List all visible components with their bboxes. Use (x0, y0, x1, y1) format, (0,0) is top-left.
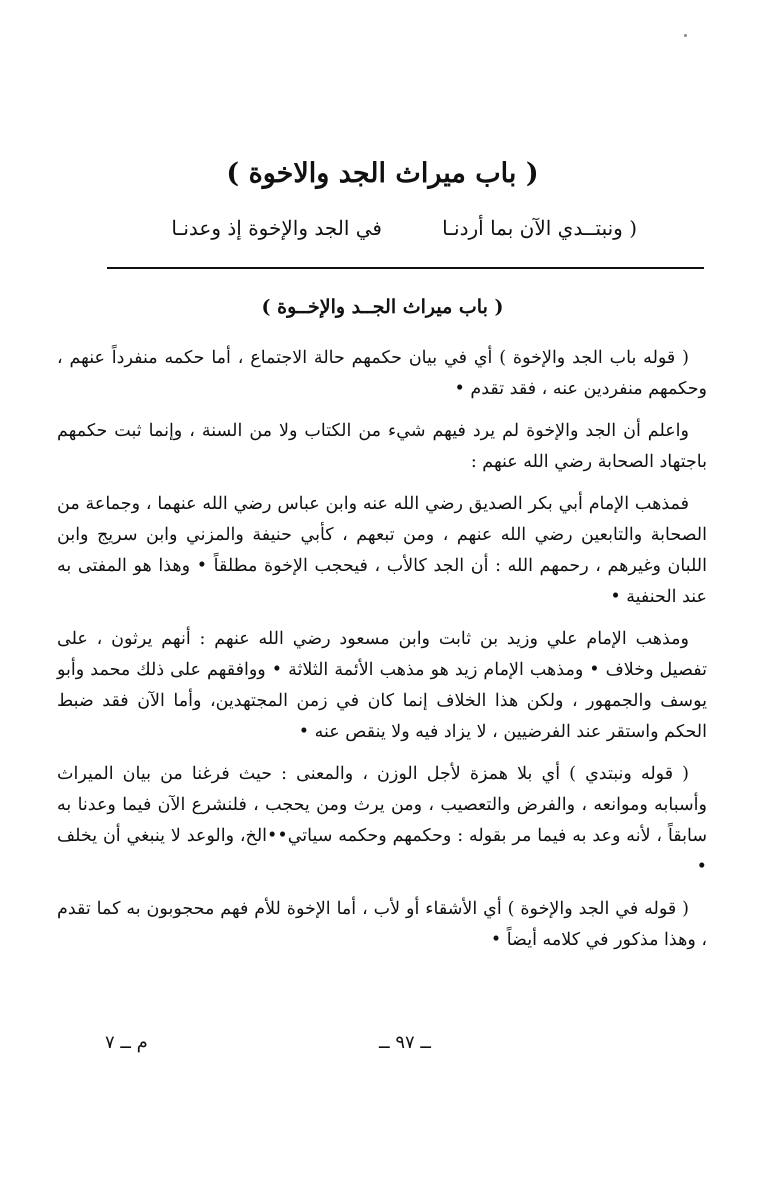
verse-hemistich-1: ( ونبتــدي الآن بما أردنـا (442, 216, 637, 240)
paragraph: ومذهب الإمام علي وزيد بن ثابت وابن مسعود رضي الله عنهم : أنهم يرثون ، على تفصيل وخلاف • ومذهب الإمام زيد هو مذهب الأئمة الثلاثة • ووافقهم على ذلك محمد وأبو يوسف والجمهور ، ولكن هذا الخلاف إنما كان في زمن المجتهدين، وأما الآن فقد ضبط الحكم واستقر عند الفرضيين ، لا يزاد فيه ولا ينقص عنه • (57, 629, 707, 742)
commentary-body (57, 343, 707, 967)
signature-mark: م ــ ٧ (105, 1032, 148, 1053)
paragraph: ( قوله ونبتدي ) أي بلا همزة لأجل الوزن ، والمعنى : حيث فرغنا من بيان الميراث وأسبابه وموانعه ، والفرض والتعصيب ، ومن يرث ومن يحجب ، فلنشرع الآن فيما وعدنا به سابقاً ، لأنه وعد به فيما مر بقوله : وحكمهم وحكمه سياتي••الخ، والوعد لا ينبغي أن يخلف • (57, 764, 707, 877)
paragraph: فمذهب الإمام أبي بكر الصديق رضي الله عنه وابن عباس رضي الله عنهما ، وجماعة من الصحابة والتابعين رضي الله عنهم ، ومن تبعهم ، كأبي حنيفة والمزني وابن سريج وابن اللبان وغيرهم ، رحمهم الله : أن الجد كالأب ، فيحجب الإخوة مطلقاً • وهذا هو المفتى به عند الحنفية • (57, 494, 707, 607)
paragraph: واعلم أن الجد والإخوة لم يرد فيهم شيء من الكتاب ولا من السنة ، وإنما ثبت حكمهم باجتهاد الصحابة رضي الله عنهم : (57, 421, 707, 472)
page-footer (105, 1032, 705, 1062)
verse-hemistich-2: في الجد والإخوة إذ وعدنـا (171, 216, 382, 240)
verse-line (117, 216, 637, 246)
page-speck (684, 34, 687, 37)
commentary-title: ( باب ميراث الجــد والإخــوة ) (261, 296, 504, 318)
chapter-title: ( باب ميراث الجد والاخوة ) (226, 158, 539, 189)
paragraph: ( قوله باب الجد والإخوة ) أي في بيان حكمهم حالة الاجتماع ، أما حكمه منفرداً عنهم ، وحكمهم منفردين عنه ، فقد تقدم • (57, 348, 707, 399)
page-number: ــ ٩٧ ــ (379, 1032, 431, 1053)
divider-rule (107, 267, 704, 269)
paragraph: ( قوله في الجد والإخوة ) أي الأشقاء أو لأب ، أما الإخوة للأم فهم محجوبون به كما تقدم ، وهذا مذكور في كلامه أيضاً • (57, 899, 707, 950)
